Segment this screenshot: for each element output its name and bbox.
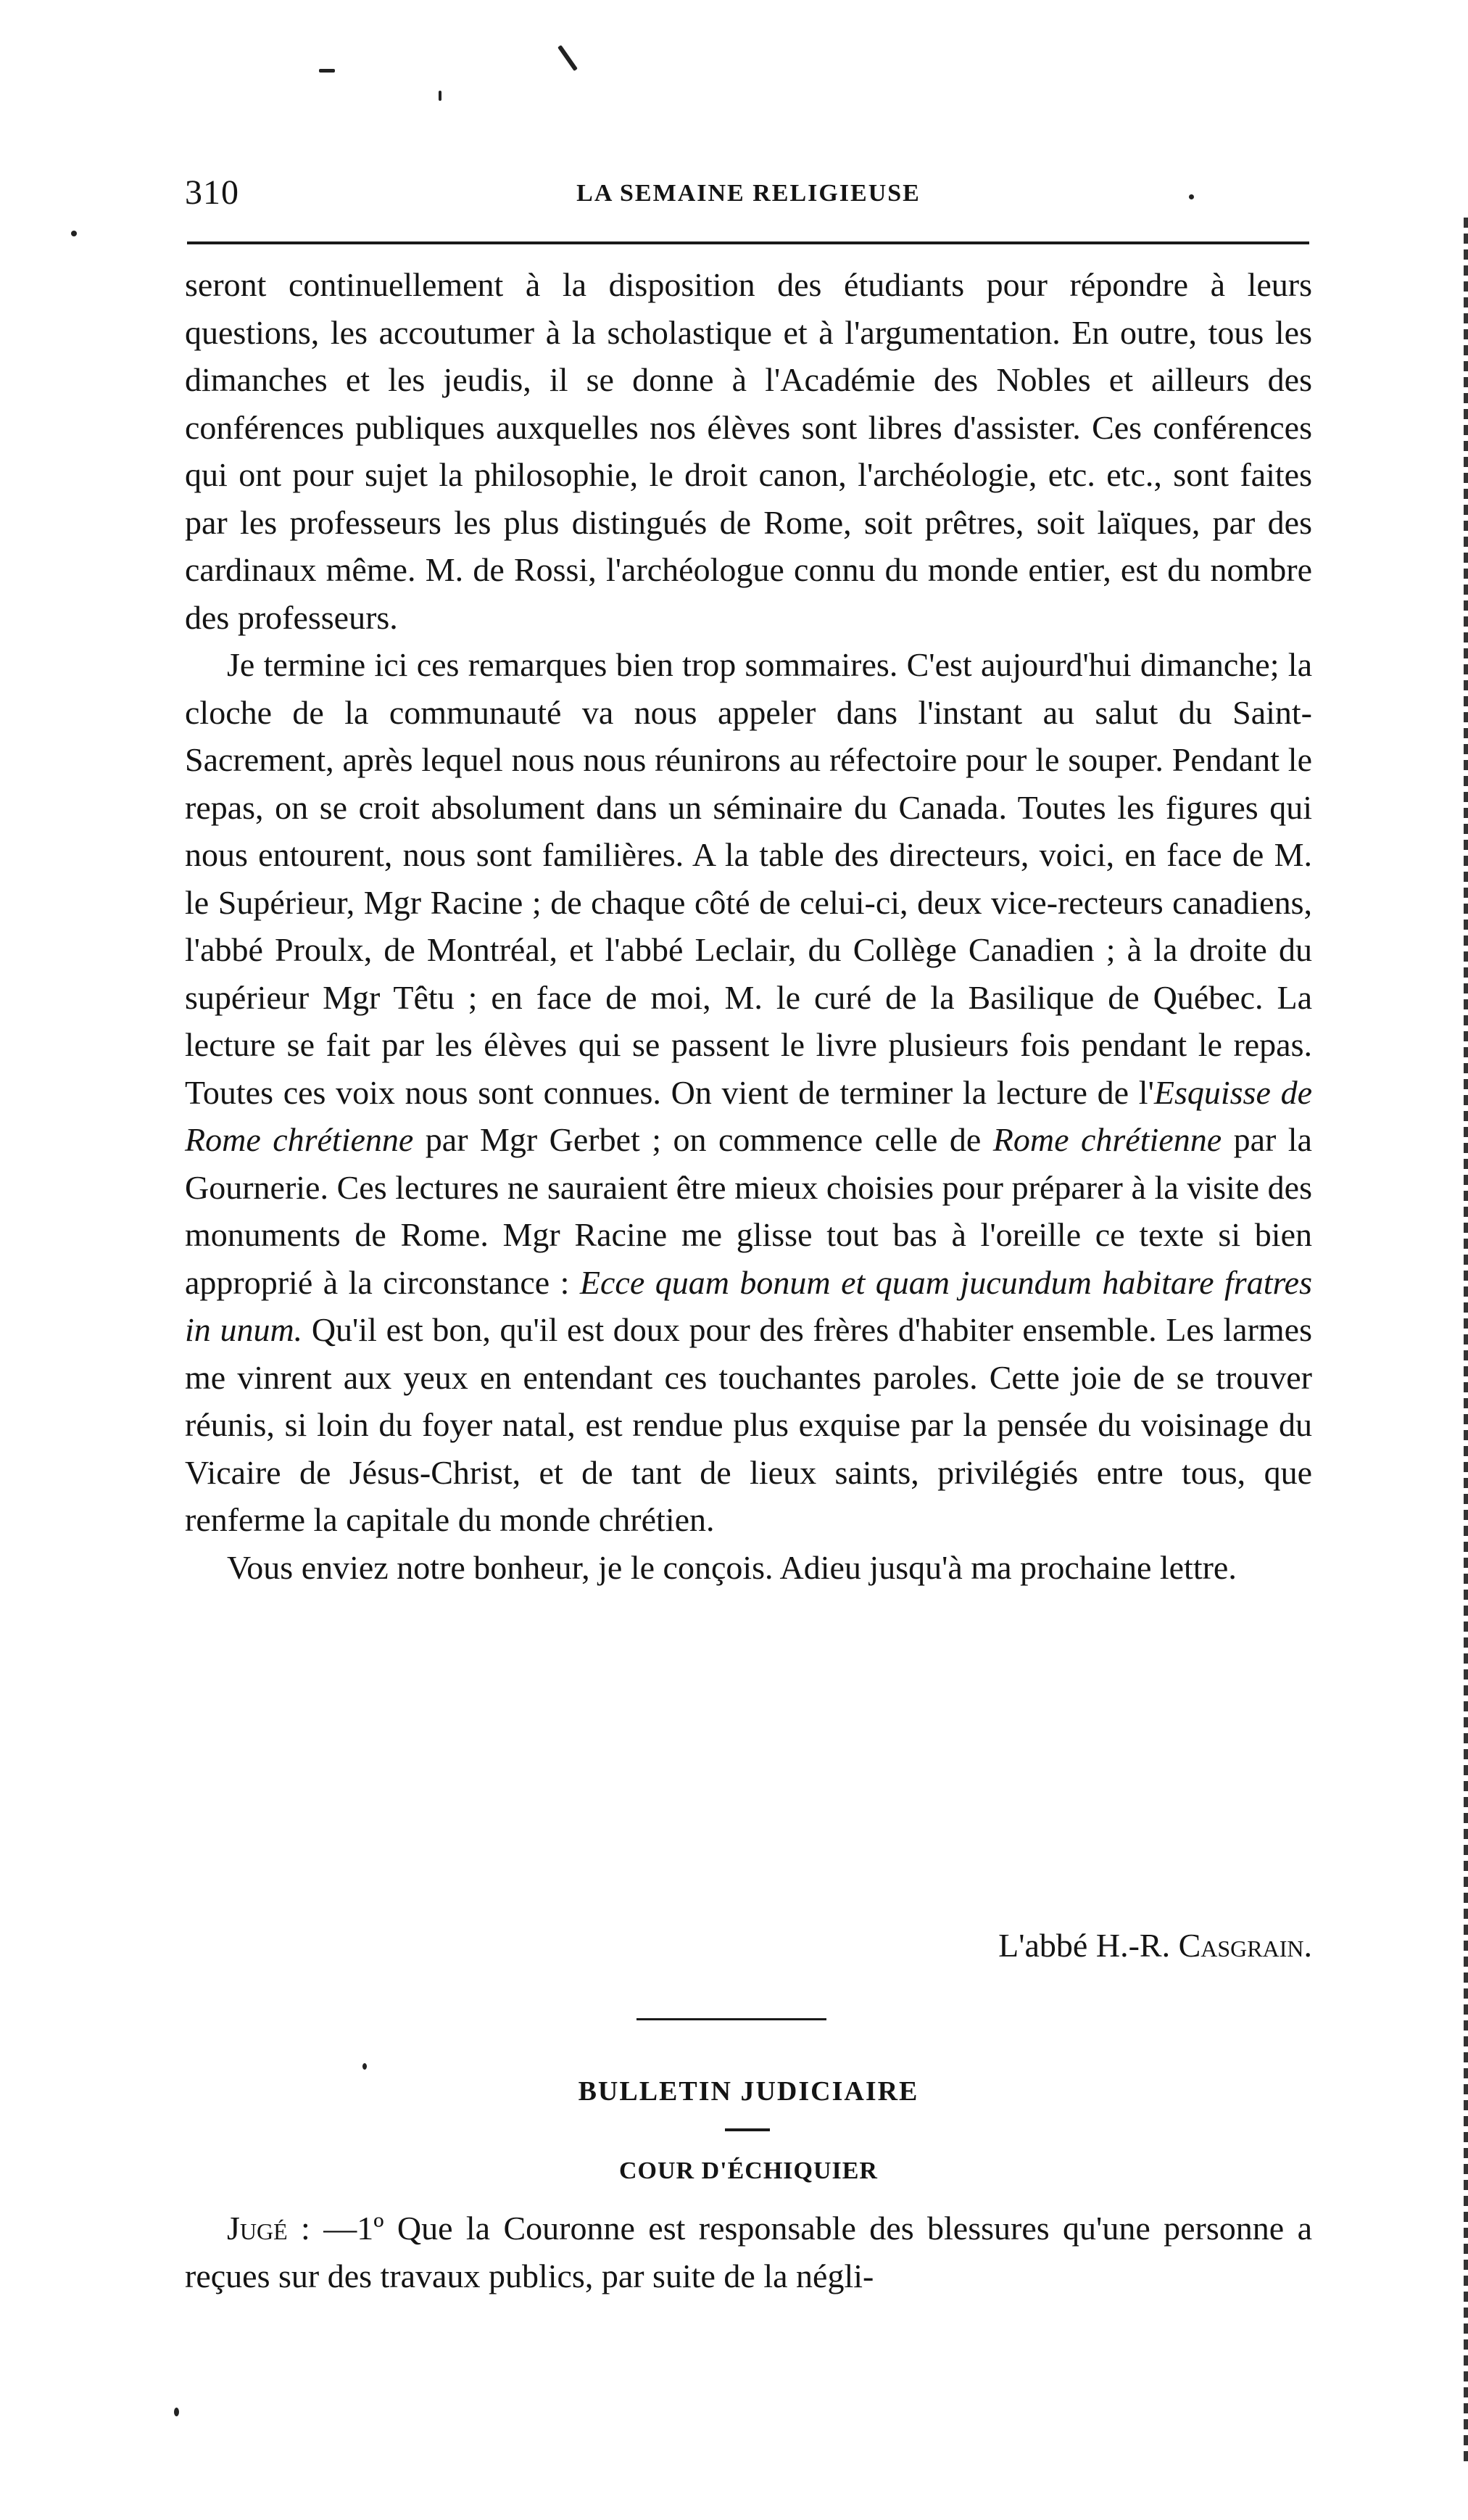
paragraph-continuation: seront continuellement à la disposition des étudiants pour répondre à leurs questions, les accoutumer à la scholastique et à l'argumentation. En outre, tous les dimanches et les jeudis, il se donne à l'Académie des Nobles et ailleurs des conférences publiques auxquelles nos élèves sont libres d'assister. Ces conférences qui ont pour sujet la philosophie, le droit canon, l'archéologie, etc. etc., sont faites par les professeurs les plus distingués de Rome, soit prêtres, soit laïques, par des cardinaux même. M. de Rossi, l'archéologue connu du monde entier, est du nombre des professeurs. [185, 266, 1312, 636]
letter-body [185, 261, 1312, 1591]
signature [185, 1922, 1312, 1969]
paragraph-dinner-text-1: Je termine ici ces remarques bien trop sommaires. C'est aujourd'hui dimanche; la cloche de la communauté va nous appeler dans l'instant au salut du Saint-Sacrement, après lequel nous nous réunirons au réfectoire pour le souper. Pendant le repas, on se croit absolument dans un séminaire du Canada. Toutes les figures qui nous entourent, nous sont familières. A la table des directeurs, voici, en face de M. le Supérieur, Mgr Racine ; de chaque côté de celui-ci, deux vice-recteurs canadiens, l'abbé Proulx, de Montréal, et l'abbé Leclair, du Collège Canadien ; à la droite du supérieur Mgr Têtu ; en face de moi, M. le curé de la Basilique de Québec. La lecture se fait par les élèves qui se passent le livre plusieurs fois pendant le repas. Toutes ces voix nous sont connues. On vient de terminer la lecture de l' [185, 646, 1312, 1111]
judgment-label: Jugé [227, 2210, 288, 2247]
book-title-rome: Rome chrétienne [992, 1121, 1222, 1158]
judgment-body: : —1º Que la Couronne est responsable des blessures qu'une personne a reçues sur des travaux publics, par suite de la négli- [185, 2210, 1312, 2294]
paragraph-dinner-text-2: par Mgr Gerbet ; on commence celle de [413, 1121, 993, 1158]
paragraph-dinner-text-4: Qu'il est bon, qu'il est doux pour des frères d'habiter ensemble. Les larmes me vinrent aux yeux en entendant ces touchantes paroles. Cette joie de se trouver réunis, si loin du foyer natal, est rendue plus exquise par la pensée du voisinage du Vicaire de Jésus-Christ, et de tant de lieux saints, privilégiés entre tous, que renferme la capitale du monde chrétien. [185, 1311, 1313, 1538]
latin-quote: Ecce quam bonum et quam jucundum habitare fratres in unum. [185, 1263, 1312, 1348]
running-header [185, 173, 1312, 216]
scan-speck [319, 69, 335, 73]
court-title: COUR D'ÉCHIQUIER [619, 2157, 878, 2184]
paragraph-dinner-text-3: par la Gournerie. Ces lectures ne sauraient être mieux choisies pour préparer à la visite des monuments de Rome. Mgr Racine me glisse tout bas à l'oreille ce texte si bien approprié à la circonstance : [185, 1121, 1312, 1301]
signature-prefix: L'abbé H.-R. [998, 1927, 1179, 1964]
scan-speck [71, 231, 77, 236]
bulletin-title: BULLETIN JUDICIAIRE [578, 2076, 919, 2107]
scan-edge [1464, 218, 1468, 2466]
scan-speck [1189, 194, 1194, 199]
scan-speck [362, 2063, 367, 2070]
paragraph-dinner [185, 641, 1312, 1544]
signature-surname: Casgrain. [1178, 1927, 1312, 1964]
scan-speck [174, 2408, 179, 2416]
judgment-text [185, 2205, 1312, 2300]
paragraph-farewell: Vous enviez notre bonheur, je le conçois. Adieu jusqu'à ma prochaine lettre. [227, 1548, 1237, 1586]
page-number: 310 [185, 173, 239, 212]
scan-speck [557, 45, 578, 71]
section-divider [636, 2018, 826, 2020]
scan-speck [439, 91, 441, 101]
header-rule [187, 241, 1309, 244]
title-dash [725, 2128, 770, 2131]
running-title: LA SEMAINE RELIGIEUSE [576, 180, 921, 207]
judgment-paragraph [185, 2205, 1312, 2300]
book-title-esquisse: Esquisse de Rome chrétienne [185, 1073, 1312, 1158]
